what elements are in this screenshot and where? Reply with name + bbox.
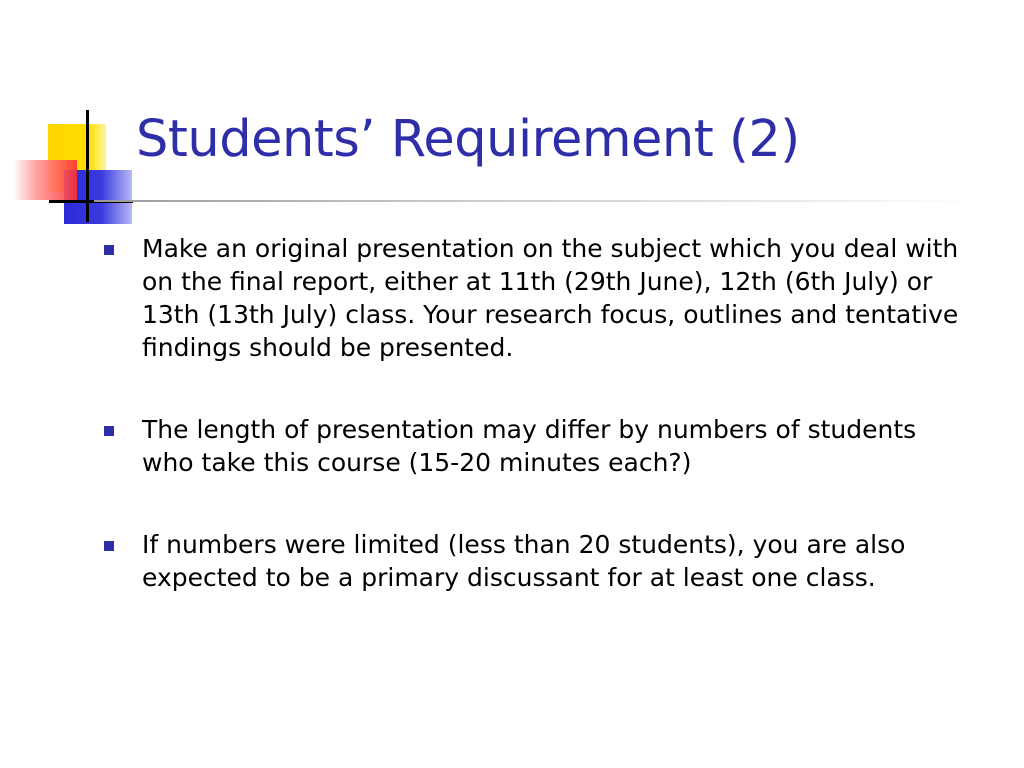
logo-red-block: [13, 160, 77, 200]
square-bullet-icon: [104, 426, 114, 436]
bullet-text: Make an original presentation on the subject which you deal with on the final report, either at 11th (29th June), 12th (6th July) or 13th (13th July) class. Your research focus, outlines and tentative findings should be presented.: [142, 234, 959, 362]
bullet-list: [104, 232, 964, 643]
bullet-item: [104, 528, 964, 594]
bullet-item: [104, 413, 964, 479]
bullet-text: If numbers were limited (less than 20 students), you are also expected to be a primary discussant for at least one class.: [142, 530, 906, 592]
title-divider: [94, 200, 974, 202]
square-bullet-icon: [104, 245, 114, 255]
logo-vertical-line: [86, 110, 89, 222]
slide-title: Students’ Requirement (2): [136, 110, 800, 169]
bullet-text: The length of presentation may differ by numbers of students who take this course (15-20 minutes each?): [142, 415, 917, 477]
bullet-item: [104, 232, 964, 364]
square-bullet-icon: [104, 541, 114, 551]
